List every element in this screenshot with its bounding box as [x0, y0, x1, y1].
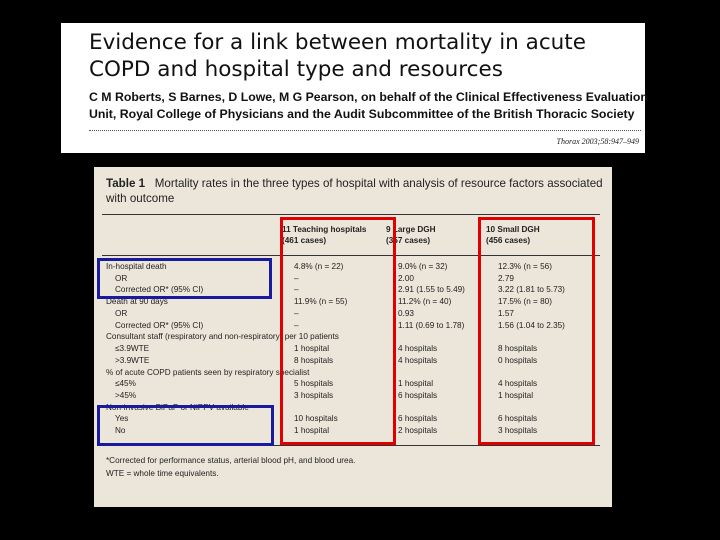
table-cell: 4 hospitals: [498, 379, 538, 389]
teaching-column-highlight: [280, 217, 396, 445]
niv-availability-row-highlight: [97, 405, 274, 446]
row-label: No: [115, 426, 126, 436]
table-cell: 4 hospitals: [398, 355, 438, 365]
table-cell: 3 hospitals: [294, 391, 334, 401]
table-cell: 1.56 (1.04 to 2.35): [498, 320, 565, 330]
table-cell: 1 hospital: [294, 426, 330, 436]
table-cell: 11.2% (n = 40): [398, 297, 452, 307]
table-cell: 17.5% (n = 80): [498, 297, 552, 307]
table-cell: –: [294, 285, 299, 295]
row-label: Corrected OR* (95% CI): [115, 285, 204, 295]
table-cell: 5 hospitals: [294, 379, 334, 389]
table-cell: –: [294, 320, 299, 330]
paper-authors: C M Roberts, S Barnes, D Lowe, M G Pearson, on behalf of the Clinical Effectiveness Evaluation Unit, Royal College of Physicians and the Audit Subcommittee of the British Thoracic Society: [89, 90, 648, 121]
table-cell: –: [294, 308, 299, 318]
table-cell: 4 hospitals: [398, 344, 438, 354]
row-label: Consultant staff (respiratory and non-respiratory) per 10 patients: [106, 332, 339, 342]
table-cell: 6 hospitals: [498, 414, 538, 424]
row-label: Yes: [115, 414, 129, 424]
row-label: ≤3.9WTE: [115, 344, 150, 354]
table-cell: 2.91 (1.55 to 5.49): [398, 285, 465, 295]
table-cell: 3 hospitals: [498, 426, 538, 436]
table-cell: 2 hospitals: [398, 426, 438, 436]
row-label: OR: [115, 273, 128, 283]
table-footnote: WTE = whole time equivalents.: [106, 469, 219, 478]
table-cell: 11.9% (n = 55): [294, 297, 348, 307]
table-cell: 4.8% (n = 22): [294, 262, 344, 271]
column-header-teaching: 11 Teaching hospitals (461 cases): [282, 225, 367, 245]
paper-header: [61, 23, 648, 153]
row-label: Death at 90 days: [106, 297, 168, 307]
small-dgh-column-highlight: [478, 217, 595, 445]
row-label: % of acute COPD patients seen by respiratory specialist: [106, 367, 310, 377]
row-label: ≤45%: [115, 379, 136, 389]
table-caption-text: Mortality rates in the three types of hospital with analysis of resource factors associated with outcome: [106, 177, 603, 205]
table-cell: 6 hospitals: [398, 414, 438, 424]
paper-title: Evidence for a link between mortality in acute COPD and hospital type and resources: [89, 30, 586, 82]
table-cell: 1 hospital: [398, 379, 434, 389]
table-cell: –: [294, 273, 299, 283]
journal-citation: Thorax 2003;58:947–949: [556, 137, 639, 146]
header-divider: [89, 130, 641, 131]
table-cell: 6 hospitals: [398, 391, 438, 401]
table-cell: 2.79: [498, 273, 514, 283]
row-label: Corrected OR* (95% CI): [115, 320, 204, 330]
table-cell: 8 hospitals: [294, 355, 334, 365]
table-cell: 2.00: [398, 273, 414, 283]
table-cell: 10 hospitals: [294, 414, 338, 424]
in-hospital-death-row-highlight: [97, 258, 272, 299]
table-footnote: *Corrected for performance status, arterial blood pH, and blood urea.: [106, 456, 356, 465]
table-top-rule: [102, 214, 600, 215]
column-header-small-dgh: 10 Small DGH (456 cases): [486, 225, 540, 245]
row-label: >45%: [115, 391, 137, 401]
table-cell: 12.3% (n = 56): [498, 262, 552, 271]
row-label: >3.9WTE: [115, 355, 150, 365]
row-label: OR: [115, 308, 128, 318]
table-caption: [106, 177, 606, 206]
row-label: Non-invasive BiPaP or NiPPV available: [106, 402, 249, 412]
table-cell: 0 hospitals: [498, 355, 538, 365]
row-label: In-hospital death: [106, 262, 167, 271]
column-header-large-dgh: 9 Large DGH (357 cases): [386, 225, 436, 245]
table-cell: 0.93: [398, 308, 414, 318]
table-cell: 9.0% (n = 32): [398, 262, 448, 271]
table-cell: 1.11 (0.69 to 1.78): [398, 320, 465, 330]
table-cell: 1 hospital: [498, 391, 534, 401]
table-cell: 3.22 (1.81 to 5.73): [498, 285, 565, 295]
table-cell: 1.57: [498, 308, 514, 318]
table-label: Table 1: [106, 177, 146, 190]
table-cell: 8 hospitals: [498, 344, 538, 354]
table-cell: 1 hospital: [294, 344, 330, 354]
